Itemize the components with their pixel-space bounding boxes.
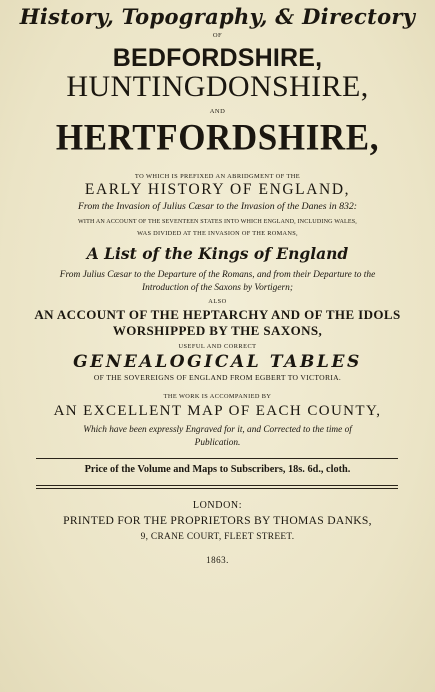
london-label: LONDON: (192, 500, 243, 511)
printed-line: PRINTED FOR THE PROPRIETORS BY THOMAS DANKS, (63, 514, 372, 527)
early-history-line: EARLY HISTORY OF ENGLAND, (84, 181, 351, 198)
also-label: ALSO (208, 298, 227, 305)
address-line: 9, CRANE COURT, FLEET STREET. (140, 532, 295, 542)
invasion-line: From the Invasion of Julius Cæsar to the Invasion of the Danes in 832: (77, 201, 358, 212)
divider-rule-top (36, 458, 398, 459)
genealogical-heading: GENEALOGICAL TABLES (73, 352, 362, 372)
accompanied-label: THE WORK IS ACCOMPANIED BY (163, 393, 272, 400)
divider-rule-bottom-thin (36, 488, 398, 489)
engraved-line-1: Which have been expressly Engraved for it, and Corrected to the time of (83, 425, 352, 435)
account-line-2: WAS DIVIDED AT THE INVASION OF THE ROMANS, (137, 230, 298, 237)
county-huntingdonshire: HUNTINGDONSHIRE, (66, 70, 369, 103)
heptarchy-line-2: WORSHIPPED BY THE SAXONS, (112, 323, 323, 338)
useful-label: USEFUL AND CORRECT (178, 343, 257, 350)
caesar-line-2: Introduction of the Saxons by Vortigern; (142, 283, 293, 293)
map-line: AN EXCELLENT MAP OF EACH COUNTY, (53, 403, 382, 419)
heptarchy-line-1: AN ACCOUNT OF THE HEPTARCHY AND OF THE IDOLS (34, 307, 401, 322)
and-label: AND (209, 108, 226, 115)
divider-rule-bottom (36, 485, 398, 486)
caesar-line-1: From Julius Cæsar to the Departure of the Romans, and from their Departure to the (59, 270, 376, 280)
account-line-1: WITH AN ACCOUNT OF THE SEVENTEEN STATES INTO WHICH ENGLAND, INCLUDING WALES, (78, 219, 357, 225)
heading-script: History, Topography, & Directory (19, 4, 416, 29)
county-hertfordshire: HERTFORDSHIRE, (55, 117, 380, 158)
county-bedfordshire: BEDFORDSHIRE, (112, 44, 323, 72)
of-label: OF (212, 32, 223, 39)
sovereigns-line: OF THE SOVEREIGNS OF ENGLAND FROM EGBERT TO VICTORIA. (93, 373, 342, 382)
engraved-line-2: Publication. (194, 438, 241, 448)
kings-list-heading: A List of the Kings of England (86, 244, 349, 263)
year-label: 1863. (206, 555, 229, 565)
price-line: Price of the Volume and Maps to Subscribers, 18s. 6d., cloth. (84, 464, 351, 475)
prefixed-line: TO WHICH IS PREFIXED AN ABRIDGMENT OF THE (134, 173, 301, 180)
